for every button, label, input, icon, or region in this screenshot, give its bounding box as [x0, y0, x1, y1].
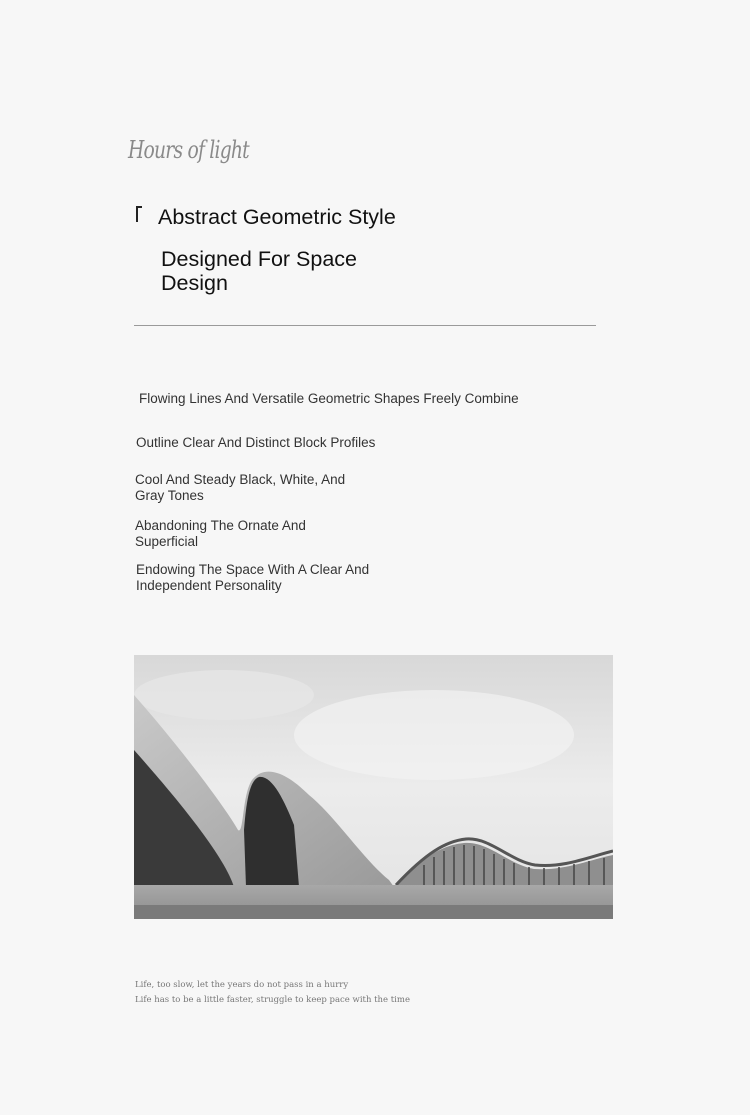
feature-item: Cool And Steady Black, White, And Gray Tones [135, 472, 346, 503]
feature-item: Flowing Lines And Versatile Geometric Shapes Freely Combine [139, 391, 519, 406]
corner-bracket-icon [136, 206, 142, 222]
quote-line-1: Life, too slow, let the years do not pass in a hurry [135, 980, 349, 990]
divider [134, 325, 596, 326]
feature-item: Outline Clear And Distinct Block Profiles [136, 435, 376, 450]
feature-item: Endowing The Space With A Clear And Independent Personality [136, 562, 370, 593]
quote-line-2: Life has to be a little faster, struggle to keep pace with the time [135, 995, 410, 1005]
architecture-photo [134, 655, 613, 919]
feature-item: Abandoning The Ornate And Superficial [135, 518, 306, 549]
heading-line-1: Abstract Geometric Style [158, 205, 396, 229]
script-title: Hours of light [128, 136, 249, 164]
heading-line-2: Designed For Space Design [161, 247, 357, 295]
